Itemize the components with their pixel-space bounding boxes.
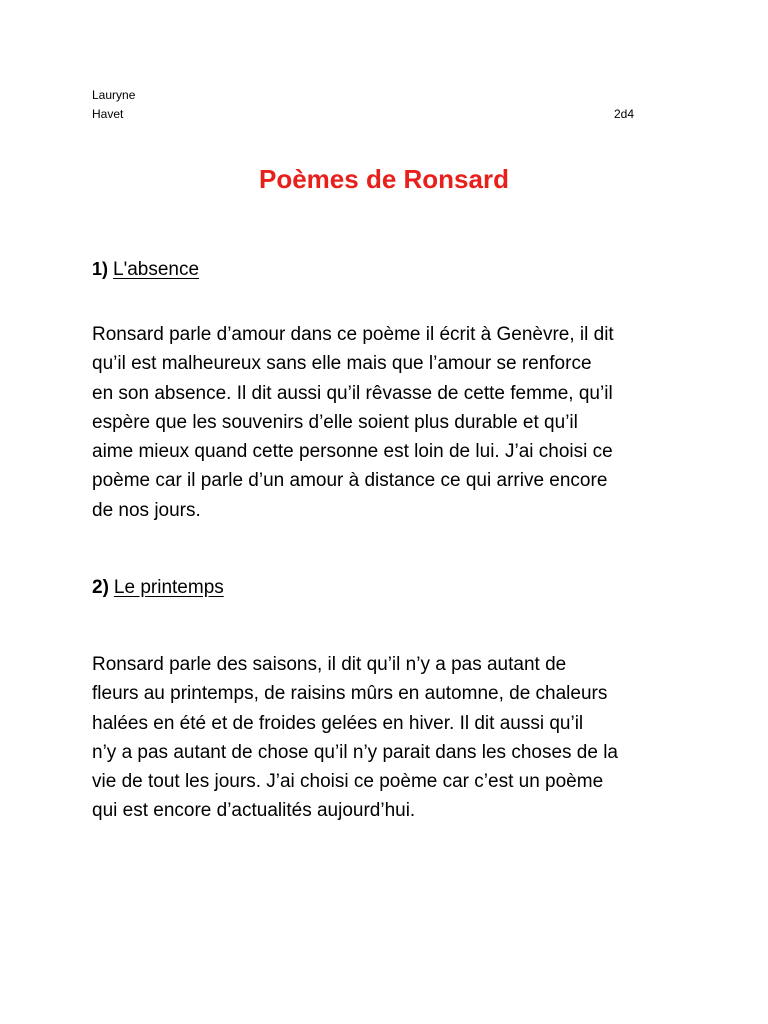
paragraph-printemps	[92, 650, 712, 826]
paragraph-absence	[92, 320, 712, 525]
paragraph-line: n’y a pas autant de chose qu’il n’y parait dans les choses de la	[92, 741, 618, 763]
paragraph-line: Ronsard parle d’amour dans ce poème il écrit à Genèvre, il dit	[92, 324, 614, 345]
paragraph-line: fleurs au printemps, de raisins mûrs en automne, de chaleurs	[92, 683, 608, 705]
paragraph-line: aime mieux quand cette personne est loin de lui. J’ai choisi ce	[92, 441, 613, 463]
section-title: Le printemps	[113, 577, 224, 598]
paragraph-line: qu’il est malheureux sans elle mais que l’amour se renforce	[92, 353, 592, 375]
section-number: 2)	[92, 577, 109, 598]
paragraph-line: halées en été et de froides gelées en hiver. Il dit aussi qu’il	[92, 712, 584, 734]
section-heading-absence	[92, 256, 199, 283]
section-number: 1)	[92, 259, 109, 279]
document-title: Poèmes de Ronsard	[259, 164, 509, 194]
paragraph-line: vie de tout les jours. J’ai choisi ce poème car c’est un poème	[92, 771, 604, 793]
section-heading-printemps	[92, 574, 224, 601]
paragraph-line: en son absence. Il dit aussi qu’il rêvasse de cette femme, qu’il	[92, 382, 613, 404]
paragraph-line: qui est encore d’actualités aujourd’hui.	[92, 800, 416, 822]
paragraph-line: poème car il parle d’un amour à distance ce qui arrive encore	[92, 470, 608, 492]
paragraph-line: Ronsard parle des saisons, il dit qu’il n’y a pas autant de	[92, 654, 567, 675]
paragraph-line: espère que les souvenirs d’elle soient plus durable et qu’il	[92, 411, 578, 433]
class-code: 2d4	[614, 107, 635, 121]
paragraph-line: de nos jours.	[92, 499, 201, 521]
author-first-name: Lauryne	[92, 88, 136, 102]
author-last-name: Havet	[92, 107, 124, 121]
section-title: L'absence	[113, 259, 200, 280]
